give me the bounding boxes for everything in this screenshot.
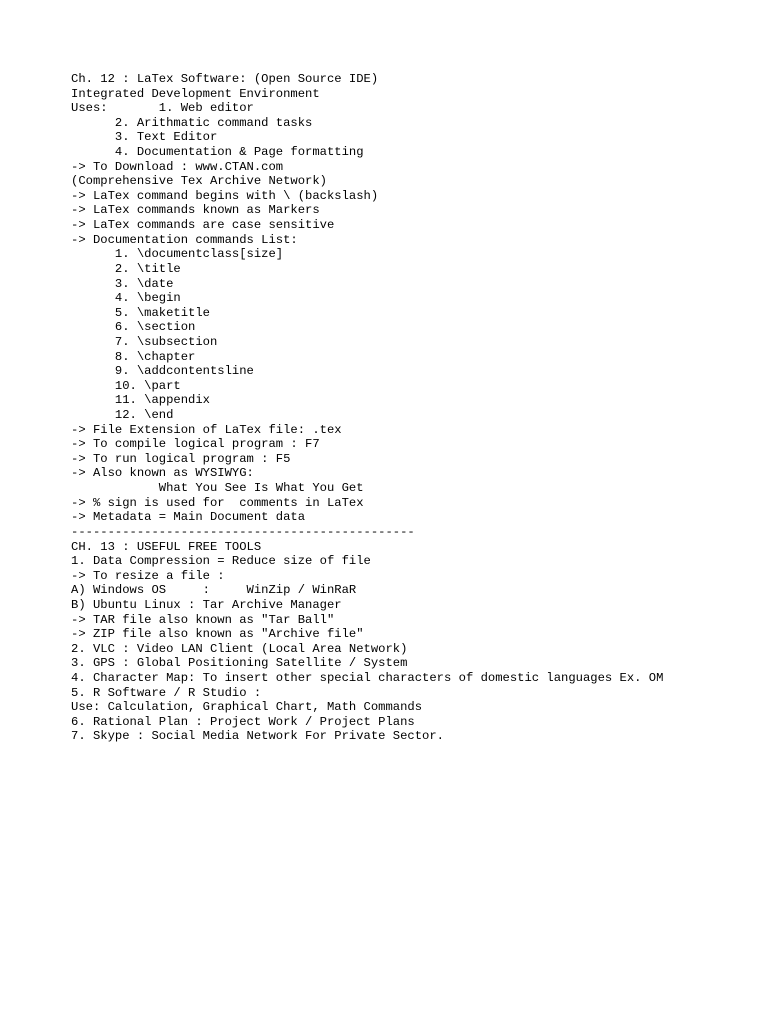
divider-line: ----------------------------------------------- [71,524,415,539]
text-line: -> To Download : www.CTAN.com [71,159,284,174]
text-line: 3. GPS : Global Positioning Satellite / System [71,656,408,671]
list-item: 9. \addcontentsline [71,364,254,379]
text-line: Integrated Development Environment [71,86,320,101]
text-line: 5. R Software / R Studio : [71,685,262,700]
text-line: 7. Skype : Social Media Network For Private Sector. [71,729,444,744]
text-line: 4. Documentation & Page formatting [71,145,364,160]
text-line: -> To resize a file : [71,568,225,583]
list-item: 3. \date [71,276,174,291]
text-line: -> Also known as WYSIWYG: [71,466,254,481]
text-line: -> LaTex commands known as Markers [71,203,320,218]
text-line: 1. Data Compression = Reduce size of file [71,554,371,569]
list-item: 6. \section [71,320,196,335]
text-line: (Comprehensive Tex Archive Network) [71,174,327,189]
list-item: 4. \begin [71,291,181,306]
list-item: 10. \part [71,378,181,393]
list-item: 2. \title [71,261,181,276]
text-line: -> To run logical program : F5 [71,451,291,466]
text-line: -> Metadata = Main Document data [71,510,306,525]
text-line: B) Ubuntu Linux : Tar Archive Manager [71,597,342,612]
text-line: -> TAR file also known as "Tar Ball" [71,612,335,627]
text-line: Uses: 1. Web editor [71,101,254,116]
chapter-13-heading: CH. 13 : USEFUL FREE TOOLS [71,539,262,554]
text-line: 2. Arithmatic command tasks [71,115,313,130]
document-page [71,72,751,744]
text-line: -> ZIP file also known as "Archive file" [71,627,364,642]
list-item: 5. \maketitle [71,305,210,320]
text-line: Use: Calculation, Graphical Chart, Math Commands [71,700,423,715]
text-line: 4. Character Map: To insert other special characters of domestic languages Ex. OM [71,670,664,685]
text-line: -> To compile logical program : F7 [71,437,320,452]
text-line: 3. Text Editor [71,130,218,145]
list-item: 11. \appendix [71,393,210,408]
text-line: 6. Rational Plan : Project Work / Project Plans [71,714,415,729]
chapter-12-heading: Ch. 12 : LaTex Software: (Open Source IDE) [71,72,379,86]
text-line: 2. VLC : Video LAN Client (Local Area Network) [71,641,408,656]
list-item: 7. \subsection [71,334,218,349]
text-line: -> % sign is used for comments in LaTex [71,495,364,510]
text-line: A) Windows OS : WinZip / WinRaR [71,583,357,598]
list-item: 12. \end [71,408,174,423]
text-line: -> LaTex command begins with \ (backslash) [71,188,379,203]
text-line: What You See Is What You Get [71,481,364,496]
text-line: -> File Extension of LaTex file: .tex [71,422,342,437]
list-item: 8. \chapter [71,349,196,364]
list-item: 1. \documentclass[size] [71,247,284,262]
text-line: -> LaTex commands are case sensitive [71,218,335,233]
text-line: -> Documentation commands List: [71,232,298,247]
